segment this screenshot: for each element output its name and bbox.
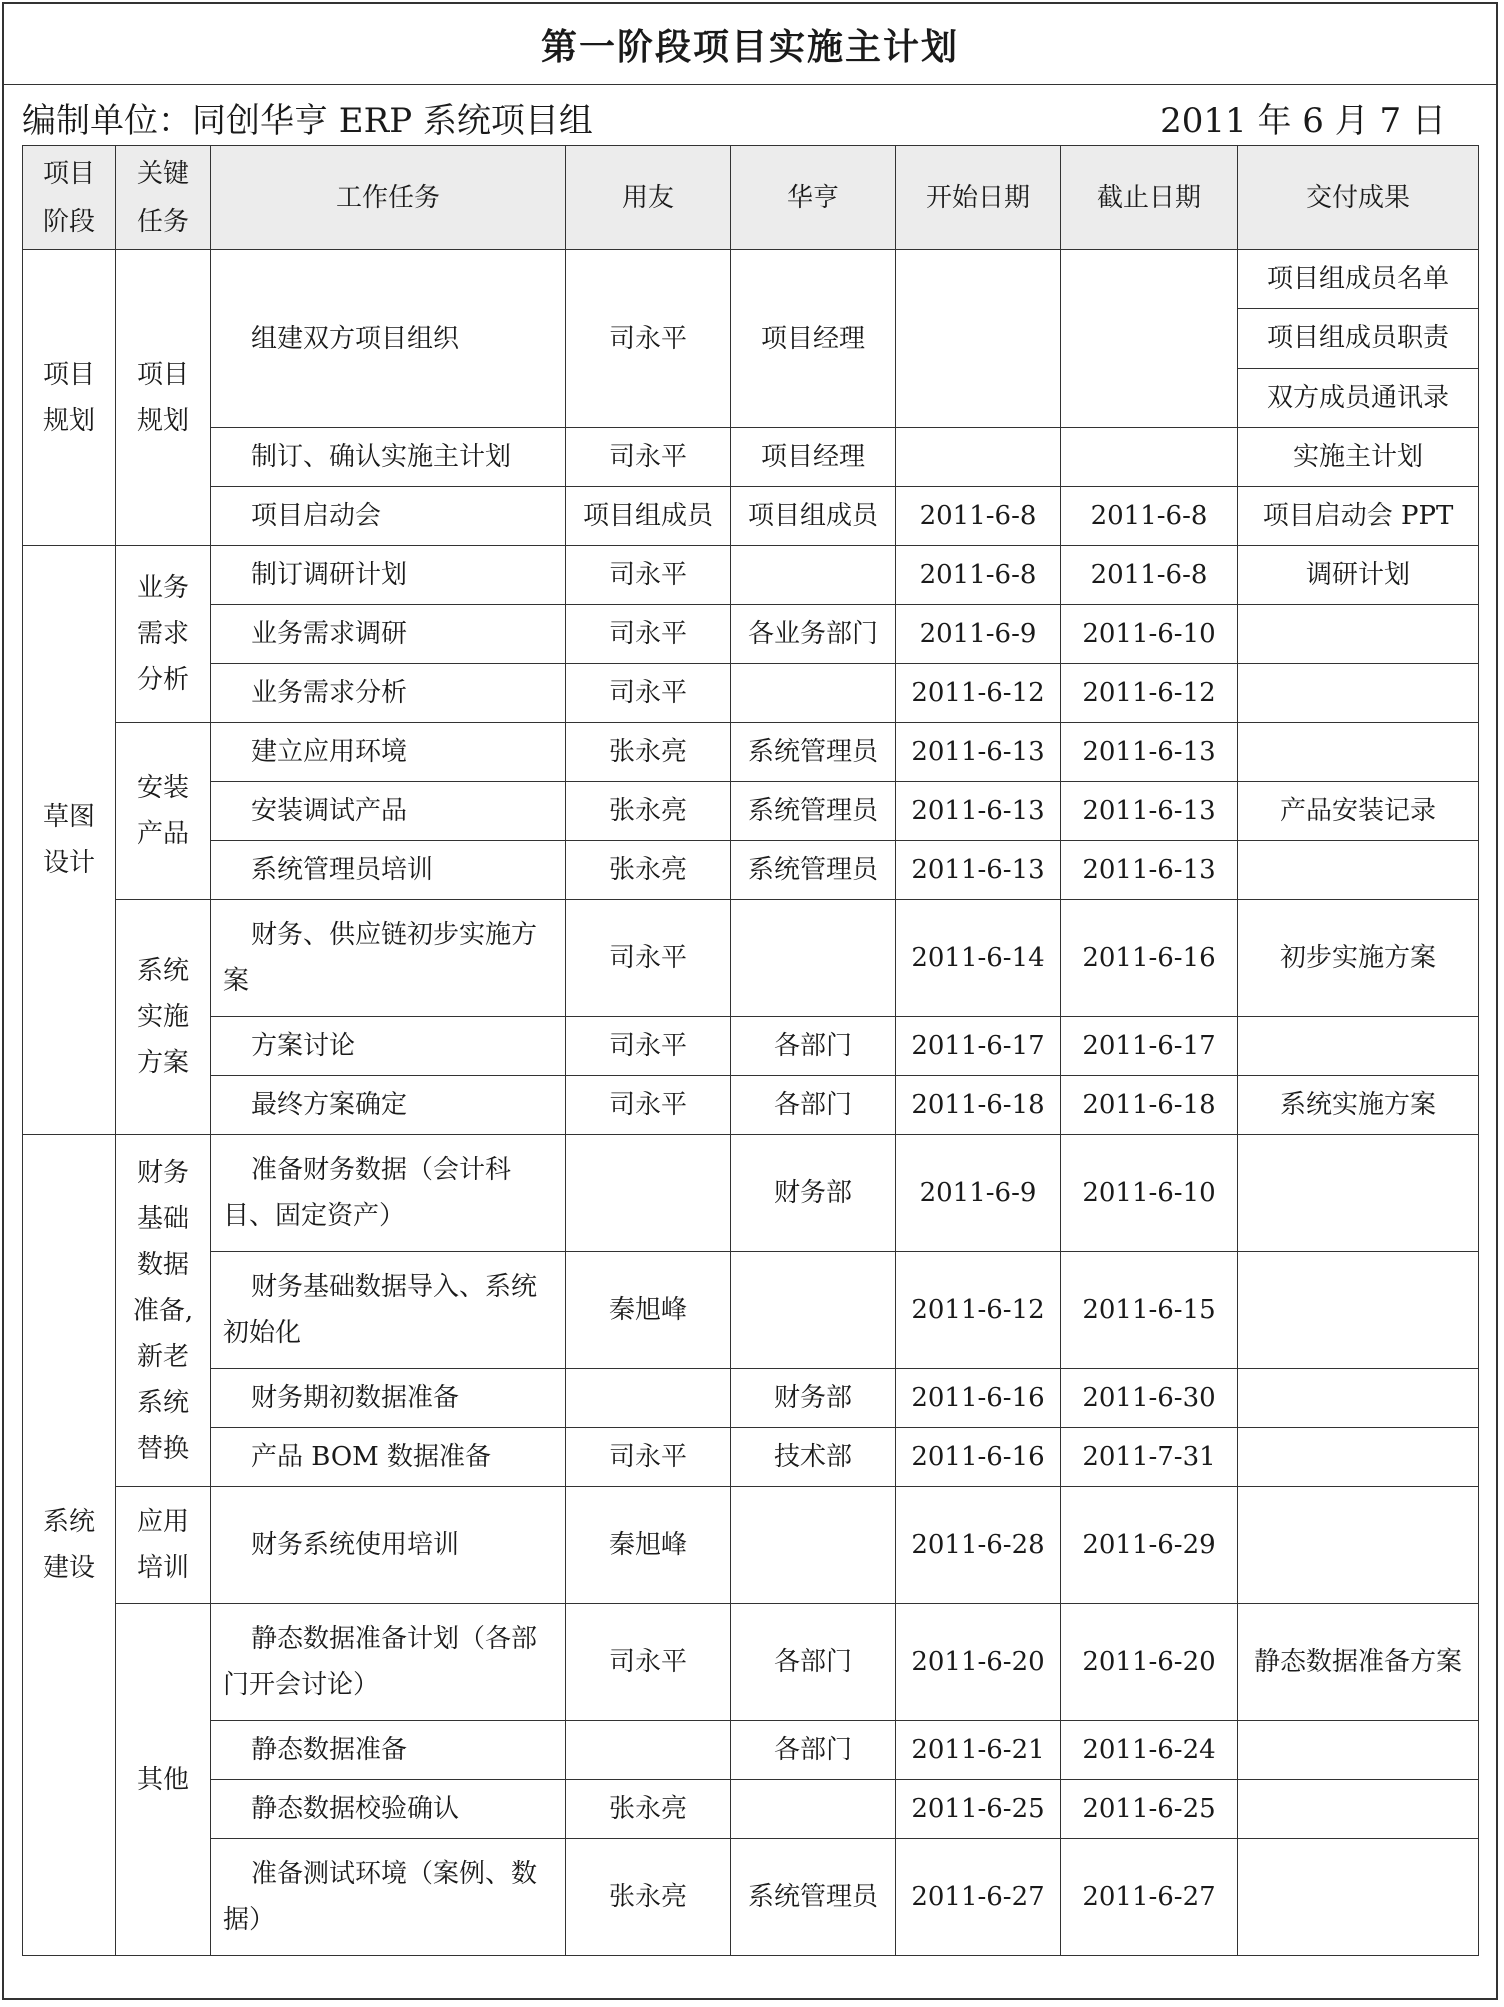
work-task-cell: 组建双方项目组织 <box>211 250 566 428</box>
end-date-cell: 2011-6-16 <box>1061 900 1238 1017</box>
table-row <box>23 782 1479 841</box>
date-label: 2011 年 6 月 7 日 <box>1160 101 1446 141</box>
deliverable-item: 双方成员通讯录 <box>1266 382 1449 413</box>
table-row <box>23 250 1479 428</box>
table-row <box>23 1604 1479 1721</box>
huaheng-cell: 财务部 <box>731 1135 896 1252</box>
header-phase: 项目 阶段 <box>23 146 116 250</box>
huaheng-cell: 各部门 <box>731 1721 896 1780</box>
start-date-cell: 2011-6-16 <box>896 1369 1061 1428</box>
end-date-cell: 2011-6-25 <box>1061 1780 1238 1839</box>
yonyou-cell <box>566 1135 731 1252</box>
key-task-cell: 其他 <box>116 1604 211 1956</box>
work-task-cell: 制订调研计划 <box>211 546 566 605</box>
deliverable-cell: 静态数据准备方案 <box>1238 1604 1479 1721</box>
end-date-cell: 2011-6-17 <box>1061 1017 1238 1076</box>
key-task-cell: 安装 产品 <box>116 723 211 900</box>
work-task-cell: 建立应用环境 <box>211 723 566 782</box>
end-date-cell: 2011-6-12 <box>1061 664 1238 723</box>
start-date-cell: 2011-6-8 <box>896 487 1061 546</box>
huaheng-cell <box>731 546 896 605</box>
work-task-cell: 制订、确认实施主计划 <box>211 428 566 487</box>
deliverable-item: 项目组成员职责 <box>1238 309 1478 368</box>
start-date-cell: 2011-6-13 <box>896 841 1061 900</box>
yonyou-cell: 司永平 <box>566 605 731 664</box>
end-date-cell: 2011-6-24 <box>1061 1721 1238 1780</box>
yonyou-cell: 张永亮 <box>566 1839 731 1956</box>
huaheng-cell: 各业务部门 <box>731 605 896 664</box>
table-row <box>23 1135 1479 1252</box>
start-date-cell: 2011-6-28 <box>896 1487 1061 1604</box>
deliverable-cell: 项目启动会 PPT <box>1238 487 1479 546</box>
table-row <box>23 1252 1479 1369</box>
yonyou-cell: 司永平 <box>566 1428 731 1487</box>
huaheng-cell: 系统管理员 <box>731 723 896 782</box>
start-date-cell: 2011-6-12 <box>896 664 1061 723</box>
deliverable-cell <box>1238 1839 1479 1956</box>
end-date-cell: 2011-6-13 <box>1061 723 1238 782</box>
end-date-cell: 2011-6-10 <box>1061 605 1238 664</box>
work-task-cell: 财务期初数据准备 <box>211 1369 566 1428</box>
huaheng-cell: 系统管理员 <box>731 782 896 841</box>
header-start-date: 开始日期 <box>896 146 1061 250</box>
table-row <box>23 605 1479 664</box>
table-row <box>23 1839 1479 1956</box>
yonyou-cell <box>566 1721 731 1780</box>
start-date-cell: 2011-6-17 <box>896 1017 1061 1076</box>
start-date-cell: 2011-6-12 <box>896 1252 1061 1369</box>
huaheng-cell: 技术部 <box>731 1428 896 1487</box>
plan-table <box>22 145 1479 1956</box>
work-task-cell: 静态数据准备计划（各部门开会讨论） <box>211 1604 566 1721</box>
work-task-cell: 系统管理员培训 <box>211 841 566 900</box>
yonyou-cell: 司永平 <box>566 1017 731 1076</box>
table-row <box>23 900 1479 1017</box>
deliverable-cell: 实施主计划 <box>1238 428 1479 487</box>
key-task-cell: 财务 基础 数据 准备, 新老 系统 替换 <box>116 1135 211 1487</box>
yonyou-cell: 司永平 <box>566 428 731 487</box>
work-task-cell: 业务需求分析 <box>211 664 566 723</box>
header-deliverable: 交付成果 <box>1238 146 1479 250</box>
yonyou-cell: 司永平 <box>566 546 731 605</box>
deliverable-cell <box>1238 605 1479 664</box>
table-row <box>23 1017 1479 1076</box>
table-row <box>23 487 1479 546</box>
deliverable-cell <box>1238 723 1479 782</box>
start-date-cell: 2011-6-13 <box>896 723 1061 782</box>
huaheng-cell <box>731 1487 896 1604</box>
work-task-cell: 财务、供应链初步实施方案 <box>211 900 566 1017</box>
work-task-cell: 准备测试环境（案例、数据） <box>211 1839 566 1956</box>
deliverable-cell <box>1238 1721 1479 1780</box>
deliverable-cell <box>1238 1252 1479 1369</box>
yonyou-cell: 司永平 <box>566 1076 731 1135</box>
deliverable-cell <box>1238 1780 1479 1839</box>
start-date-cell: 2011-6-8 <box>896 546 1061 605</box>
work-task-cell: 最终方案确定 <box>211 1076 566 1135</box>
start-date-cell: 2011-6-14 <box>896 900 1061 1017</box>
huaheng-cell <box>731 900 896 1017</box>
end-date-cell: 2011-6-15 <box>1061 1252 1238 1369</box>
phase-cell: 系统 建设 <box>23 1135 116 1956</box>
table-row <box>23 1076 1479 1135</box>
end-date-cell: 2011-7-31 <box>1061 1428 1238 1487</box>
phase-cell: 项目 规划 <box>23 250 116 546</box>
huaheng-cell: 项目组成员 <box>731 487 896 546</box>
table-row <box>23 664 1479 723</box>
table-row <box>23 1428 1479 1487</box>
work-task-cell: 项目启动会 <box>211 487 566 546</box>
page-title: 第一阶段项目实施主计划 <box>4 4 1496 85</box>
huaheng-cell: 系统管理员 <box>731 1839 896 1956</box>
work-task-cell: 产品 BOM 数据准备 <box>211 1428 566 1487</box>
key-task-cell: 应用 培训 <box>116 1487 211 1604</box>
header-huaheng: 华亨 <box>731 146 896 250</box>
work-task-cell: 静态数据校验确认 <box>211 1780 566 1839</box>
deliverable-cell <box>1238 250 1479 428</box>
yonyou-cell: 司永平 <box>566 1604 731 1721</box>
start-date-cell: 2011-6-27 <box>896 1839 1061 1956</box>
huaheng-cell: 各部门 <box>731 1076 896 1135</box>
header-key-task: 关键 任务 <box>116 146 211 250</box>
table-row <box>23 723 1479 782</box>
work-task-cell: 业务需求调研 <box>211 605 566 664</box>
start-date-cell <box>896 428 1061 487</box>
start-date-cell: 2011-6-25 <box>896 1780 1061 1839</box>
yonyou-cell: 秦旭峰 <box>566 1487 731 1604</box>
table-row <box>23 1721 1479 1780</box>
start-date-cell: 2011-6-9 <box>896 605 1061 664</box>
table-row <box>23 1487 1479 1604</box>
work-task-cell: 财务基础数据导入、系统初始化 <box>211 1252 566 1369</box>
work-task-cell: 方案讨论 <box>211 1017 566 1076</box>
start-date-cell: 2011-6-20 <box>896 1604 1061 1721</box>
yonyou-cell: 张永亮 <box>566 723 731 782</box>
key-task-cell: 项目 规划 <box>116 250 211 546</box>
huaheng-cell <box>731 1780 896 1839</box>
huaheng-cell: 项目经理 <box>731 250 896 428</box>
end-date-cell: 2011-6-27 <box>1061 1839 1238 1956</box>
key-task-cell: 业务 需求 分析 <box>116 546 211 723</box>
work-task-cell: 准备财务数据（会计科目、固定资产） <box>211 1135 566 1252</box>
deliverable-cell <box>1238 841 1479 900</box>
huaheng-cell: 各部门 <box>731 1017 896 1076</box>
huaheng-cell: 财务部 <box>731 1369 896 1428</box>
deliverable-item: 项目组成员名单 <box>1238 250 1478 309</box>
table-row <box>23 1780 1479 1839</box>
header-work-task: 工作任务 <box>211 146 566 250</box>
end-date-cell: 2011-6-8 <box>1061 546 1238 605</box>
deliverable-cell <box>1238 1428 1479 1487</box>
work-task-cell: 安装调试产品 <box>211 782 566 841</box>
work-task-cell: 静态数据准备 <box>211 1721 566 1780</box>
deliverable-cell: 产品安装记录 <box>1238 782 1479 841</box>
deliverable-cell: 系统实施方案 <box>1238 1076 1479 1135</box>
yonyou-cell: 秦旭峰 <box>566 1252 731 1369</box>
deliverable-cell: 调研计划 <box>1238 546 1479 605</box>
organization-label: 编制单位：同创华亨 ERP 系统项目组 <box>22 101 593 141</box>
yonyou-cell: 张永亮 <box>566 841 731 900</box>
huaheng-cell: 项目经理 <box>731 428 896 487</box>
start-date-cell: 2011-6-18 <box>896 1076 1061 1135</box>
start-date-cell: 2011-6-16 <box>896 1428 1061 1487</box>
huaheng-cell <box>731 1252 896 1369</box>
deliverable-cell <box>1238 1017 1479 1076</box>
yonyou-cell: 张永亮 <box>566 782 731 841</box>
deliverable-cell <box>1238 1487 1479 1604</box>
end-date-cell: 2011-6-30 <box>1061 1369 1238 1428</box>
end-date-cell: 2011-6-10 <box>1061 1135 1238 1252</box>
end-date-cell: 2011-6-18 <box>1061 1076 1238 1135</box>
start-date-cell <box>896 250 1061 428</box>
yonyou-cell: 司永平 <box>566 900 731 1017</box>
deliverable-cell <box>1238 1135 1479 1252</box>
yonyou-cell <box>566 1369 731 1428</box>
huaheng-cell: 各部门 <box>731 1604 896 1721</box>
end-date-cell <box>1061 250 1238 428</box>
table-row <box>23 428 1479 487</box>
header-end-date: 截止日期 <box>1061 146 1238 250</box>
end-date-cell: 2011-6-20 <box>1061 1604 1238 1721</box>
deliverable-cell <box>1238 664 1479 723</box>
table-row <box>23 1369 1479 1428</box>
end-date-cell: 2011-6-8 <box>1061 487 1238 546</box>
huaheng-cell: 系统管理员 <box>731 841 896 900</box>
start-date-cell: 2011-6-21 <box>896 1721 1061 1780</box>
key-task-cell: 系统 实施 方案 <box>116 900 211 1135</box>
yonyou-cell: 司永平 <box>566 250 731 428</box>
yonyou-cell: 司永平 <box>566 664 731 723</box>
end-date-cell: 2011-6-13 <box>1061 782 1238 841</box>
end-date-cell <box>1061 428 1238 487</box>
table-row <box>23 841 1479 900</box>
header-row <box>23 146 1479 250</box>
work-task-cell: 财务系统使用培训 <box>211 1487 566 1604</box>
header-yonyou: 用友 <box>566 146 731 250</box>
huaheng-cell <box>731 664 896 723</box>
start-date-cell: 2011-6-13 <box>896 782 1061 841</box>
deliverable-cell: 初步实施方案 <box>1238 900 1479 1017</box>
end-date-cell: 2011-6-29 <box>1061 1487 1238 1604</box>
yonyou-cell: 张永亮 <box>566 1780 731 1839</box>
end-date-cell: 2011-6-13 <box>1061 841 1238 900</box>
phase-cell: 草图 设计 <box>23 546 116 1135</box>
start-date-cell: 2011-6-9 <box>896 1135 1061 1252</box>
yonyou-cell: 项目组成员 <box>566 487 731 546</box>
deliverable-cell <box>1238 1369 1479 1428</box>
table-row <box>23 546 1479 605</box>
